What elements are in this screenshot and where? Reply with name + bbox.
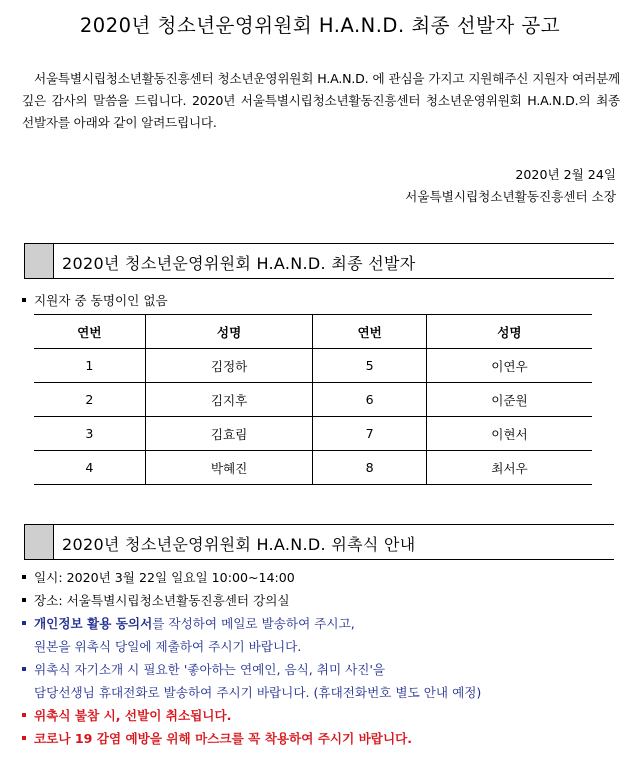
bullet-icon — [22, 298, 26, 302]
table-row — [34, 417, 592, 451]
table-row — [34, 349, 592, 383]
bullet-icon — [22, 621, 26, 625]
table-cell: 3 — [34, 417, 145, 451]
duplicate-name-note: 지원자 중 동명이인 없음 — [22, 290, 168, 309]
section-marker — [24, 243, 54, 279]
table-cell: 최서우 — [426, 451, 592, 485]
table-cell: 박혜진 — [145, 451, 313, 485]
intro-paragraph: 서울특별시립청소년활동진흥센터 청소년운영위원회 H.A.N.D. 에 관심을 가지고 지원해주신 지원자 여러분께 깊은 감사의 말씀을 드립니다. 2020년 서울특별시립청소년활동진흥센터 청소년운영위원회 H.A.N.D.의 최종 선발자를 아래와 같이 알려드립니다. — [22, 71, 620, 130]
table-cell: 2 — [34, 383, 145, 417]
table-cell: 7 — [313, 417, 426, 451]
table-cell: 이연우 — [426, 349, 592, 383]
section-title: 2020년 청소년운영위원회 H.A.N.D. 위촉식 안내 — [62, 535, 416, 554]
table-cell: 4 — [34, 451, 145, 485]
issuer: 서울특별시립청소년활동진흥센터 소장 — [405, 189, 616, 204]
list-item-warning: 위촉식 불참 시, 선발이 취소됩니다. — [22, 704, 622, 727]
table-cell: 이준원 — [426, 383, 592, 417]
page-title: 2020년 청소년운영위원회 H.A.N.D. 최종 선발자 공고 — [79, 14, 561, 37]
list-item: 위촉식 자기소개 시 필요한 '좋아하는 연예인, 음식, 취미 사진'을 — [22, 658, 622, 681]
column-header: 연번 — [313, 315, 426, 349]
table-row — [34, 451, 592, 485]
table-header-row — [34, 315, 592, 349]
table-cell: 김정하 — [145, 349, 313, 383]
table-cell: 김지후 — [145, 383, 313, 417]
bullet-icon — [22, 598, 26, 602]
bullet-icon — [22, 736, 26, 740]
section-header-selection — [24, 243, 614, 279]
signature-block — [405, 164, 616, 208]
section-title: 2020년 청소년운영위원회 H.A.N.D. 최종 선발자 — [62, 254, 416, 273]
table-cell: 이현서 — [426, 417, 592, 451]
bullet-icon — [22, 575, 26, 579]
table-row — [34, 383, 592, 417]
list-item-warning: 코로나 19 감염 예방을 위해 마스크를 꼭 착용하여 주시기 바랍니다. — [22, 727, 622, 750]
consent-form-name: 개인정보 활용 동의서 — [34, 616, 153, 631]
table-cell: 6 — [313, 383, 426, 417]
list-item: 장소: 서울특별시립청소년활동진흥센터 강의실 — [22, 589, 622, 612]
list-item: 개인정보 활용 동의서를 작성하여 메일로 발송하여 주시고, — [22, 612, 622, 635]
table-cell: 1 — [34, 349, 145, 383]
selection-table — [34, 314, 592, 485]
column-header: 성명 — [426, 315, 592, 349]
column-header: 성명 — [145, 315, 313, 349]
table-cell: 5 — [313, 349, 426, 383]
list-item-continuation: 원본을 위촉식 당일에 제출하여 주시기 바랍니다. — [34, 639, 302, 654]
table-cell: 김효림 — [145, 417, 313, 451]
list-item-continuation: 담당선생님 휴대전화로 발송하여 주시기 바랍니다. (휴대전화번호 별도 안내 예정) — [34, 685, 482, 700]
section-marker — [24, 524, 54, 560]
column-header: 연번 — [34, 315, 145, 349]
table-cell: 8 — [313, 451, 426, 485]
bullet-icon — [22, 713, 26, 717]
ceremony-info-list — [22, 566, 622, 750]
list-item: 일시: 2020년 3월 22일 일요일 10:00~14:00 — [22, 566, 622, 589]
bullet-icon — [22, 667, 26, 671]
section-header-ceremony — [24, 524, 614, 560]
announcement-date: 2020년 2월 24일 — [515, 167, 616, 182]
